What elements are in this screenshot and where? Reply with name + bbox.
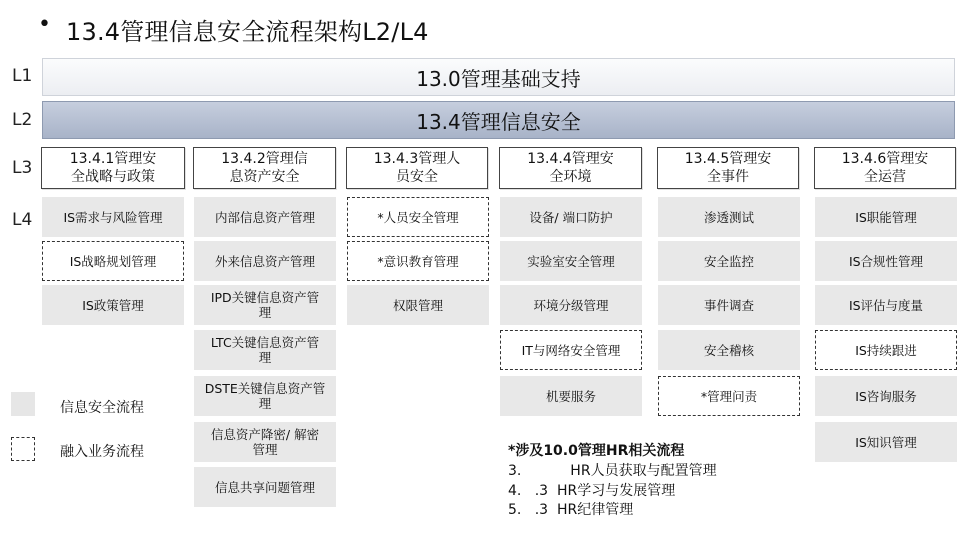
legend-solid-swatch [11, 392, 35, 416]
l4-process-1-2: IS战略规划管理 [42, 241, 184, 281]
level-label-l2: L2 [12, 110, 33, 130]
l3-process-2: 13.4.2管理信 息资产安全 [193, 147, 336, 189]
l2-process-bar: 13.4管理信息安全 [42, 101, 955, 139]
l4-process-4-5: 机要服务 [500, 376, 642, 416]
l3-process-1: 13.4.1管理安 全战略与政策 [41, 147, 185, 189]
l4-process-5-4: 安全稽核 [658, 330, 800, 370]
l1-process-bar: 13.0管理基础支持 [42, 58, 955, 96]
l3-process-4: 13.4.4管理安 全环境 [499, 147, 642, 189]
l4-process-5-1: 渗透测试 [658, 197, 800, 237]
l4-process-1-1: IS需求与风险管理 [42, 197, 184, 237]
l4-process-2-1: 内部信息资产管理 [194, 197, 336, 237]
l4-process-4-1: 设备/ 端口防护 [500, 197, 642, 237]
l4-process-2-5: DSTE关键信息资产管 理 [194, 376, 336, 416]
level-label-l3: L3 [12, 158, 33, 178]
title-text: 13.4管理信息安全流程架构L2/L4 [66, 18, 429, 46]
legend-solid-label: 信息安全流程 [60, 400, 144, 416]
l4-process-4-4: IT与网络安全管理 [500, 330, 642, 370]
l4-process-4-3: 环境分级管理 [500, 285, 642, 325]
level-label-l1: L1 [12, 66, 33, 86]
l4-process-6-5: IS咨询服务 [815, 376, 957, 416]
l4-process-5-5: *管理问责 [658, 376, 800, 416]
l4-process-6-4: IS持续跟进 [815, 330, 957, 370]
l4-process-6-3: IS评估与度量 [815, 285, 957, 325]
l3-process-3: 13.4.3管理人 员安全 [346, 147, 488, 189]
title-bullet: • [38, 12, 52, 37]
legend-dashed-label: 融入业务流程 [60, 444, 144, 460]
hr-note-line-1: 3. HR人员获取与配置管理 [508, 463, 717, 479]
l4-process-2-3: IPD关键信息资产管 理 [194, 285, 336, 325]
l4-process-4-2: 实验室安全管理 [500, 241, 642, 281]
l4-process-6-2: IS合规性管理 [815, 241, 957, 281]
level-label-l4: L4 [12, 210, 33, 230]
l3-process-6: 13.4.6管理安 全运营 [814, 147, 956, 189]
hr-note-line-3: 5. .3 HR纪律管理 [508, 502, 634, 518]
hr-note-heading: *涉及10.0管理HR相关流程 [508, 443, 685, 459]
l4-process-3-1: *人员安全管理 [347, 197, 489, 237]
legend-dashed-swatch [11, 437, 35, 461]
l4-process-6-6: IS知识管理 [815, 422, 957, 462]
l3-process-5: 13.4.5管理安 全事件 [657, 147, 799, 189]
l4-process-2-6: 信息资产降密/ 解密 管理 [194, 422, 336, 462]
l4-process-3-3: 权限管理 [347, 285, 489, 325]
l4-process-3-2: *意识教育管理 [347, 241, 489, 281]
l4-process-5-2: 安全监控 [658, 241, 800, 281]
hr-note-line-2: 4. .3 HR学习与发展管理 [508, 483, 676, 499]
l4-process-6-1: IS职能管理 [815, 197, 957, 237]
l4-process-2-2: 外来信息资产管理 [194, 241, 336, 281]
l4-process-1-3: IS政策管理 [42, 285, 184, 325]
l4-process-2-4: LTC关键信息资产管 理 [194, 330, 336, 370]
l4-process-2-7: 信息共享问题管理 [194, 467, 336, 507]
l4-process-5-3: 事件调查 [658, 285, 800, 325]
